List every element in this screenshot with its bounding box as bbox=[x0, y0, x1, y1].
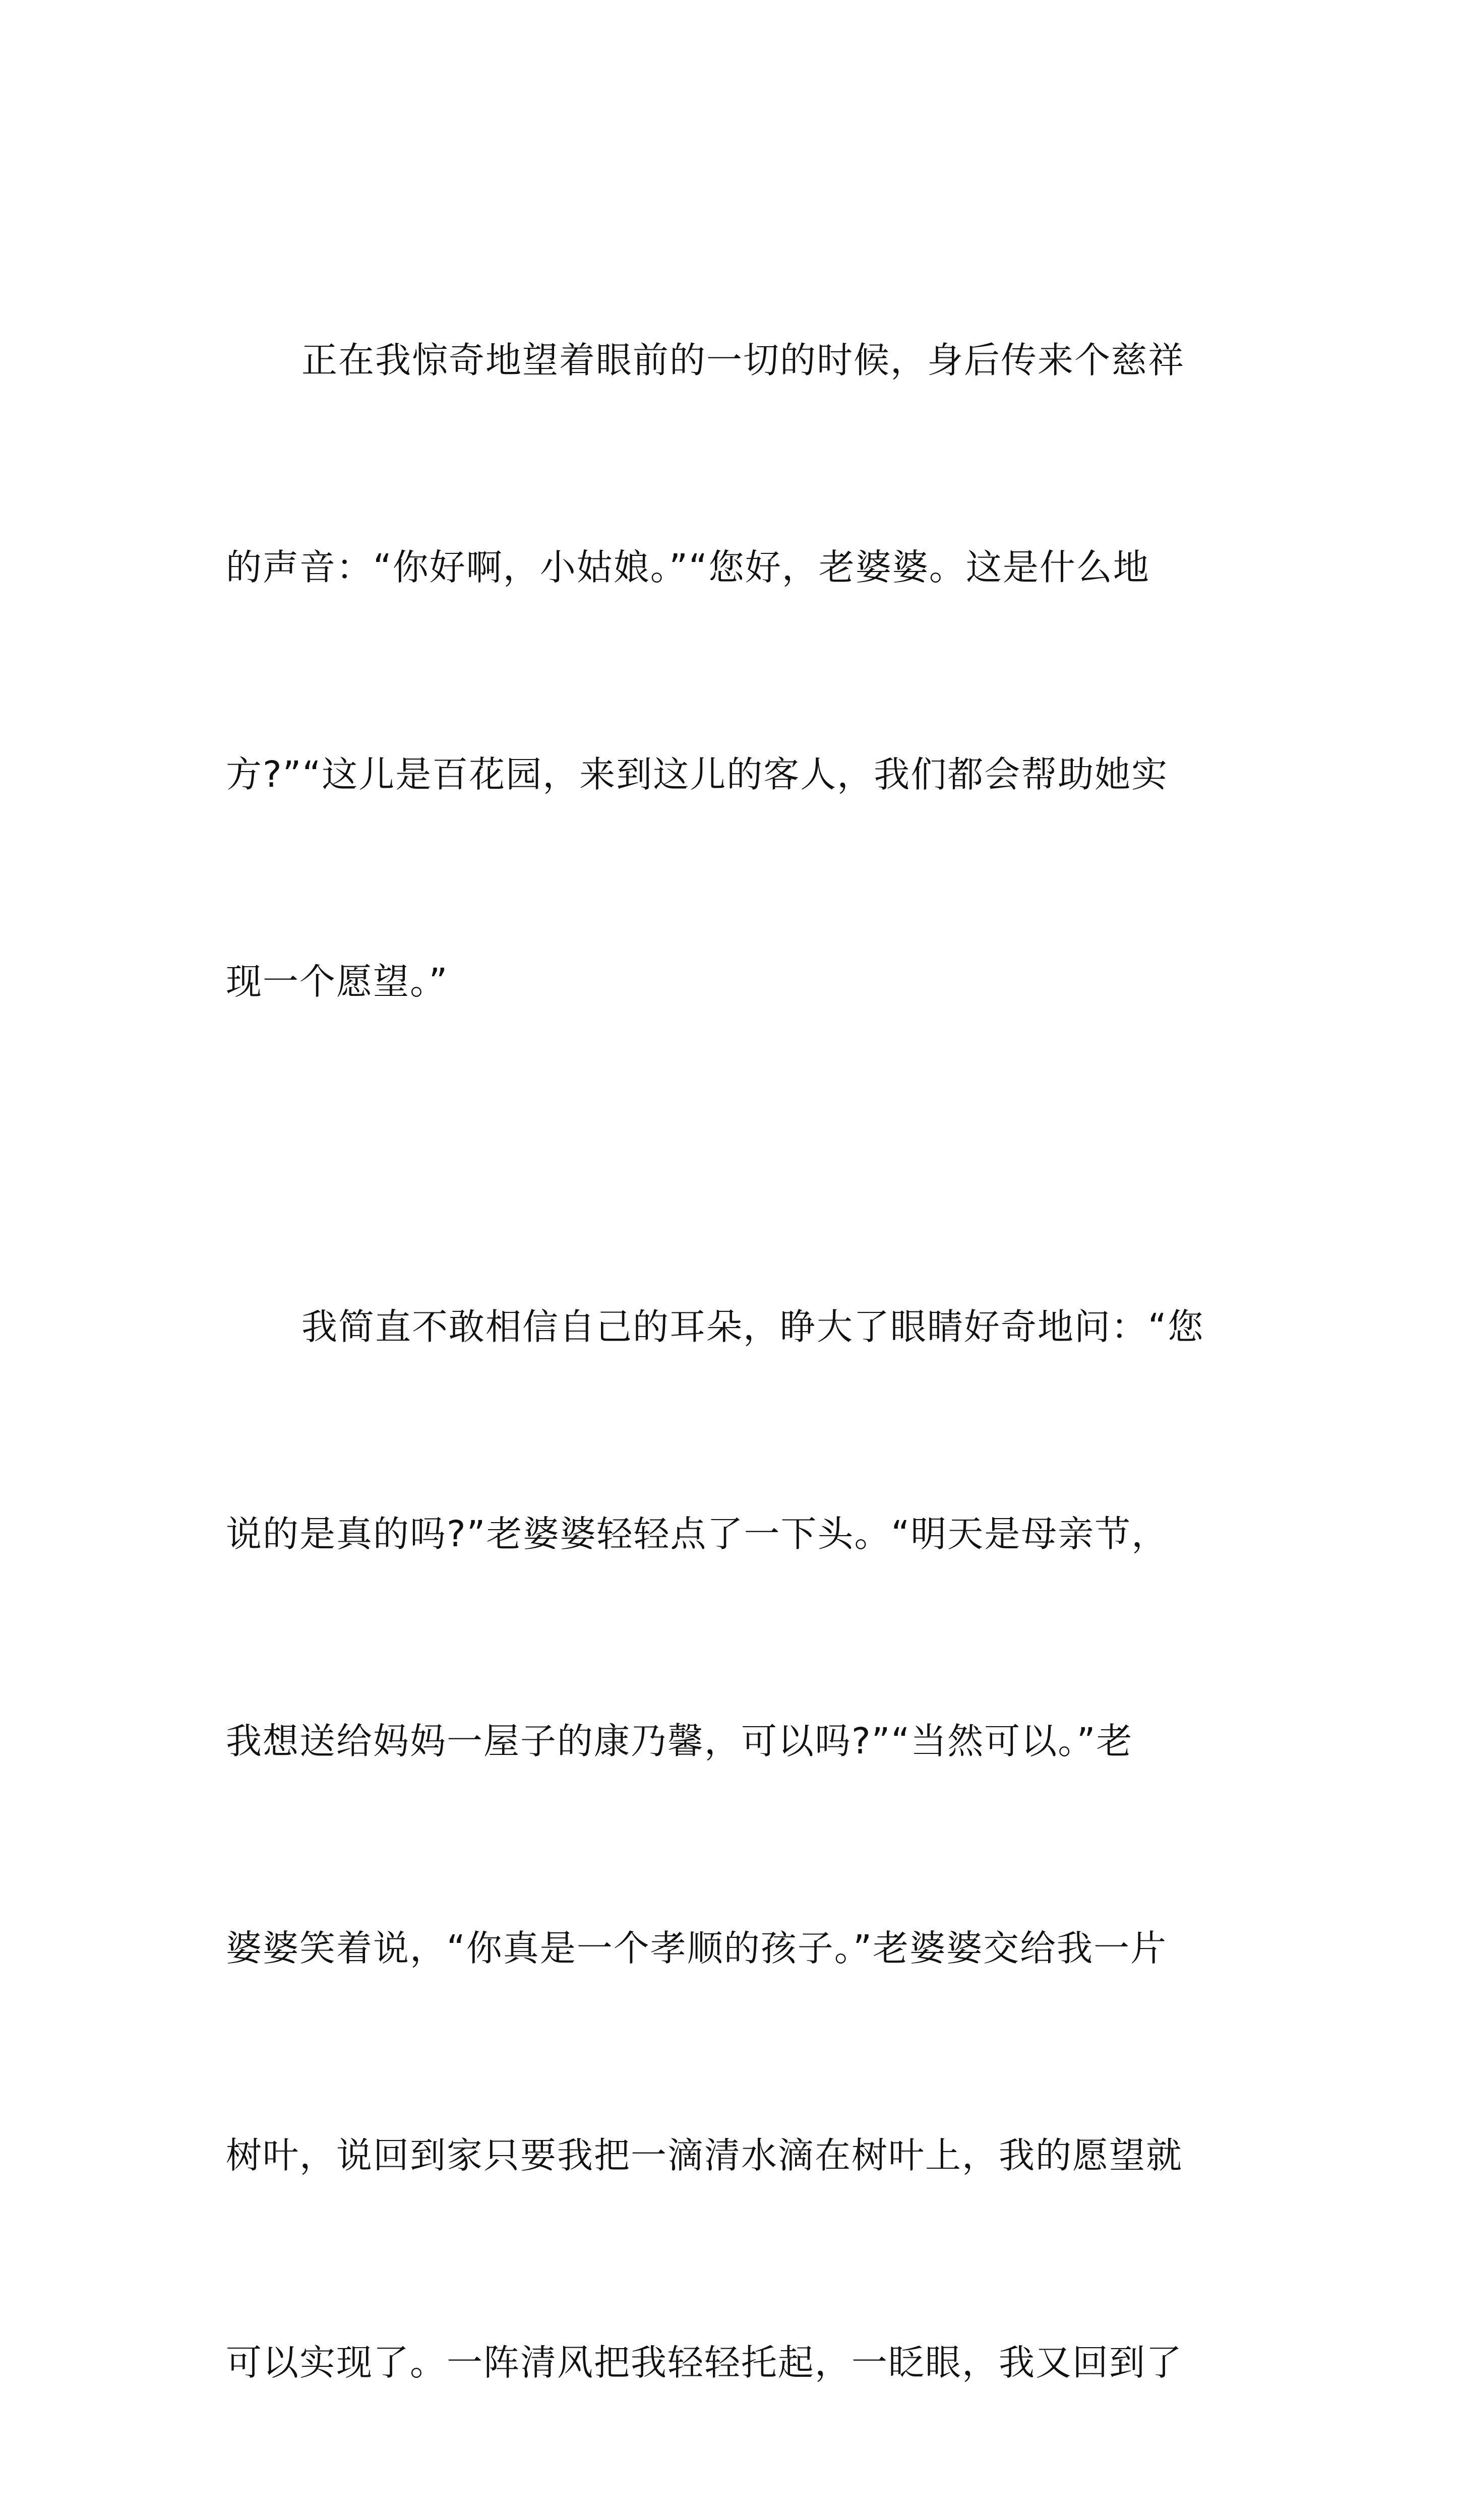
text-line: 婆婆笑着说，“你真是一个孝顺的孩子。”老婆婆交给我一片 bbox=[226, 1927, 1168, 1969]
text-line: 现一个愿望。” bbox=[226, 961, 449, 1002]
paragraph-1 bbox=[226, 187, 1249, 1154]
text-line: 方?”“这儿是百花园，来到这儿的客人，我们都会帮助她实 bbox=[226, 753, 1169, 795]
text-line: 我简直不敢相信自己的耳朵，睁大了眼睛好奇地问：“您 bbox=[301, 1306, 1204, 1348]
text-line: 的声音：“你好啊，小姑娘。”“您好，老婆婆。这是什么地 bbox=[226, 546, 1150, 588]
text-line: 可以实现了。一阵清风把我轻轻托起，一眨眼，我又回到了 bbox=[226, 2342, 1183, 2383]
document-body bbox=[226, 187, 1249, 2520]
text-line: 正在我惊奇地望着眼前的一切的时候，身后传来个慈祥 bbox=[301, 339, 1185, 381]
text-line: 我想送给妈妈一屋子的康乃馨，可以吗?”“当然可以。”老 bbox=[226, 1720, 1133, 1762]
text-line: 说的是真的吗?”老婆婆轻轻点了一下头。“明天是母亲节， bbox=[226, 1513, 1169, 1555]
paragraph-2 bbox=[226, 1154, 1249, 2520]
text-line: 树叶，说回到家只要我把一滴清水滴在树叶上，我的愿望就 bbox=[226, 2134, 1183, 2176]
